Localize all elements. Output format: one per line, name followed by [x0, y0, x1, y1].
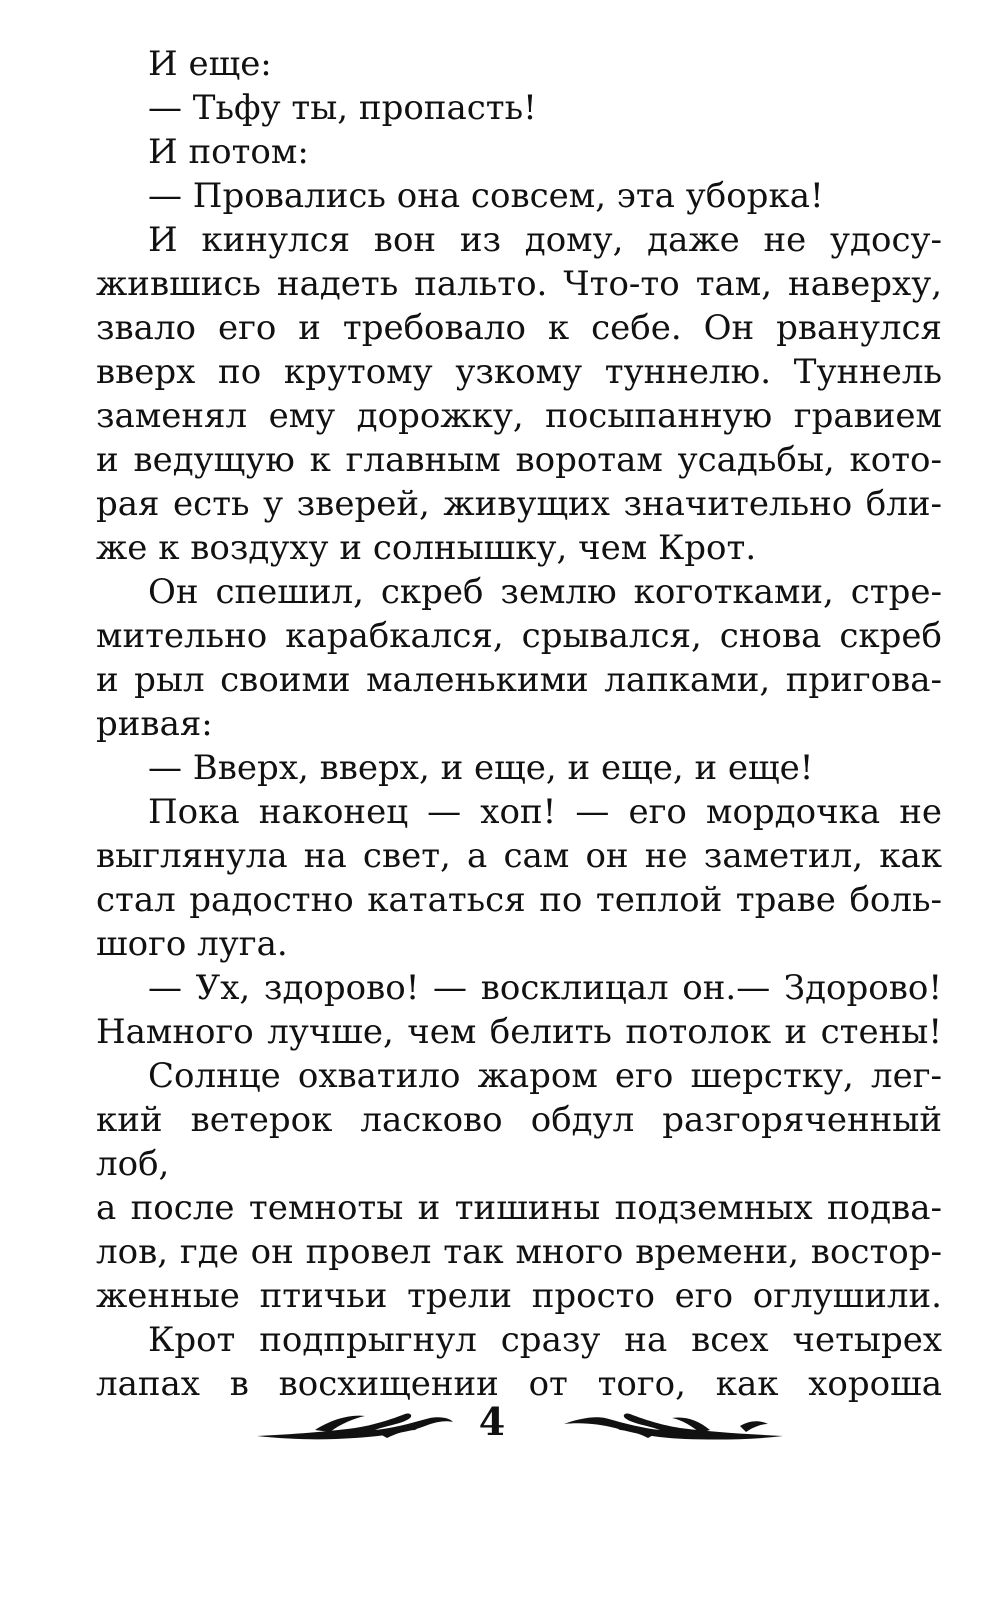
body-text [96, 42, 942, 1406]
flourish-left-icon [255, 1406, 455, 1446]
text-line: жившись надеть пальто. Что-то там, наверху, [96, 264, 942, 304]
text-line: И еще: [148, 44, 272, 84]
text-line: и ведущую к главным воротам усадьбы, кото- [96, 440, 942, 480]
page-number: 4 [478, 1399, 506, 1444]
page-footer [0, 1400, 984, 1460]
flourish-right-icon [560, 1406, 785, 1446]
text-line: звало его и требовало к себе. Он рванулся [96, 308, 942, 348]
text-line: лов, где он провел так много времени, востор- [96, 1232, 942, 1272]
text-line: И кинулся вон из дому, даже не удосу- [148, 220, 942, 260]
text-line: а после темноты и тишины подземных подва- [96, 1188, 942, 1228]
text-line: лапах в восхищении от того, как хороша [96, 1364, 942, 1404]
text-line: вверх по крутому узкому туннелю. Туннель [96, 352, 942, 392]
text-line: Он спешил, скреб землю коготками, стре- [148, 572, 942, 612]
text-line: И потом: [148, 132, 309, 172]
text-line: выглянула на свет, а сам он не заметил, как [96, 836, 942, 876]
text-line: — Провались она совсем, эта уборка! [148, 176, 824, 216]
text-line: — Тьфу ты, пропасть! [148, 88, 537, 128]
text-line: заменял ему дорожку, посыпанную гравием [96, 396, 942, 436]
text-line: Крот подпрыгнул сразу на всех четырех [148, 1320, 942, 1360]
text-line: шого луга. [96, 924, 288, 964]
text-line: женные птичьи трели просто его оглушили. [96, 1276, 942, 1316]
text-line: же к воздуху и солнышку, чем Крот. [96, 528, 757, 568]
text-line: рая есть у зверей, живущих значительно бли- [96, 484, 942, 524]
text-line: и рыл своими маленькими лапками, пригова- [96, 660, 942, 700]
text-line: Пока наконец — хоп! — его мордочка не [148, 792, 942, 832]
text-line: мительно карабкался, срывался, снова скреб [96, 616, 942, 656]
text-line: Солнце охватило жаром его шерстку, лег- [148, 1056, 942, 1096]
text-line: стал радостно кататься по теплой траве боль- [96, 880, 942, 920]
text-line: ривая: [96, 704, 213, 744]
text-line: Намного лучше, чем белить потолок и стены! [96, 1012, 942, 1052]
text-line: — Ух, здорово! — восклицал он.— Здорово! [148, 968, 942, 1008]
text-line: — Вверх, вверх, и еще, и еще, и еще! [148, 748, 814, 788]
text-line: кий ветерок ласково обдул разгоряченный лоб, [96, 1100, 942, 1184]
